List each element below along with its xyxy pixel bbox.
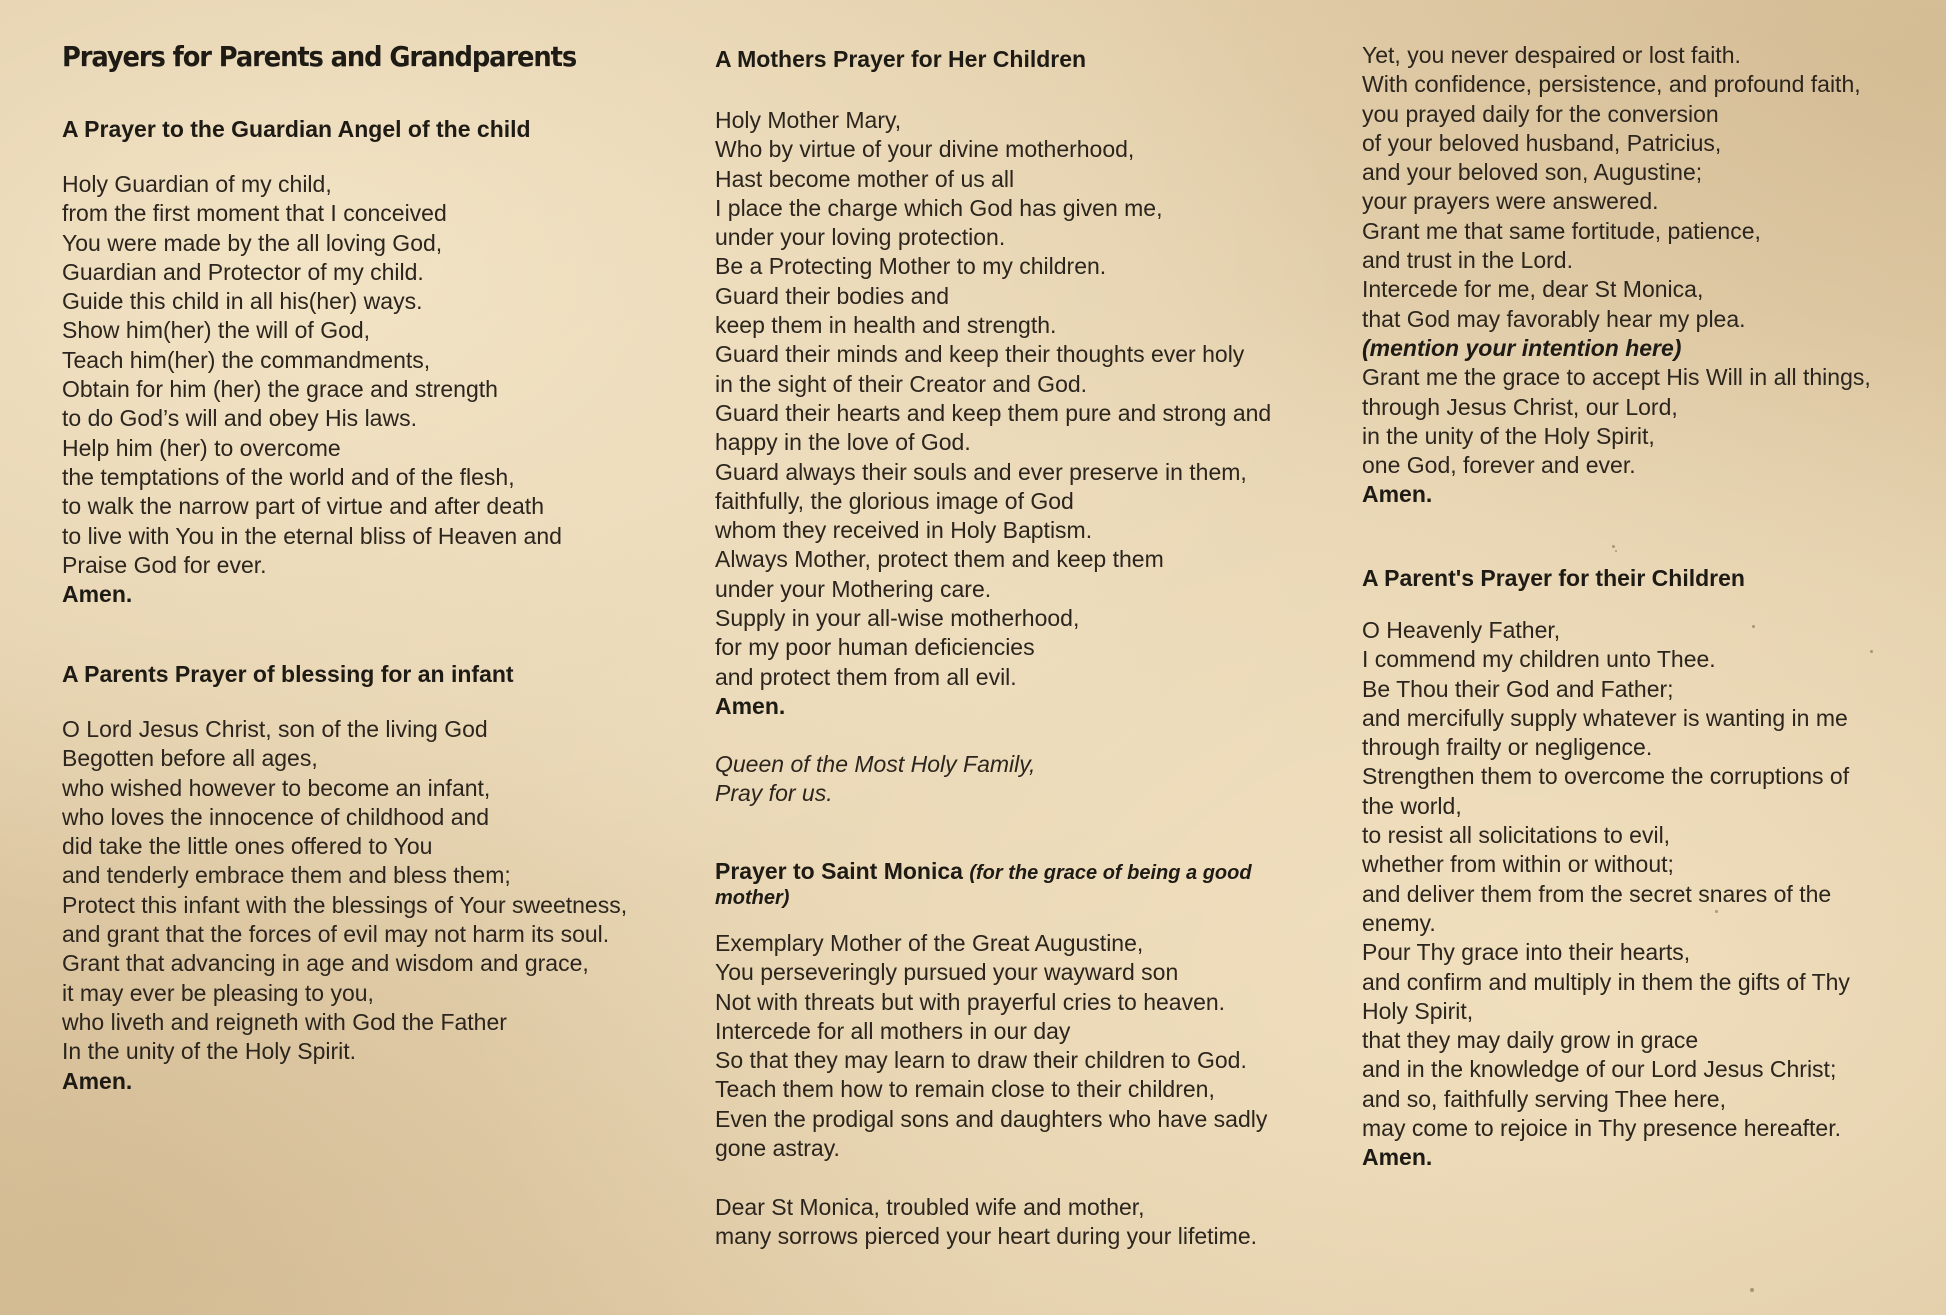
prayer-line: Hast become mother of us all: [715, 165, 1015, 192]
prayer-line: I place the charge which God has given me,: [715, 194, 1163, 221]
prayer-line: Strengthen them to overcome the corruptions of: [1362, 763, 1850, 790]
prayer-line: your prayers were answered.: [1362, 188, 1659, 215]
closing-line: Pray for us.: [715, 780, 833, 807]
prayer-line: Help him (her) to overcome: [62, 434, 341, 461]
prayer-line: You were made by the all loving God,: [62, 229, 443, 256]
prayer-line: and so, faithfully serving Thee here,: [1362, 1085, 1726, 1112]
prayer-line: In the unity of the Holy Spirit.: [62, 1038, 357, 1065]
prayer-line: under your Mothering care.: [715, 575, 992, 602]
prayer-line: to resist all solicitations to evil,: [1362, 822, 1671, 849]
prayer-line: Who by virtue of your divine motherhood,: [715, 136, 1135, 163]
parent-prayer-body: [1362, 616, 1850, 1173]
prayer-line: Guardian and Protector of my child.: [62, 258, 424, 285]
prayer-line: Always Mother, protect them and keep them: [715, 546, 1164, 573]
prayer-line: did take the little ones offered to You: [62, 833, 433, 860]
intention-note: (mention your intention here): [1362, 334, 1682, 361]
page-title: Prayers for Parents and Grandparents: [62, 40, 577, 73]
prayer-line: and trust in the Lord.: [1362, 247, 1573, 274]
prayer-line: Dear St Monica, troubled wife and mother,: [715, 1194, 1145, 1220]
prayer-line: Praise God for ever.: [62, 551, 267, 578]
amen: Amen.: [62, 1067, 133, 1094]
monica-title-text: Prayer to Saint Monica: [715, 858, 963, 884]
prayer-line: happy in the love of God.: [715, 429, 971, 456]
prayer-line: and protect them from all evil.: [715, 663, 1017, 690]
prayer-line: O Lord Jesus Christ, son of the living God: [62, 716, 488, 742]
prayer-line: Intercede for me, dear St Monica,: [1362, 276, 1704, 303]
prayer-line: enemy.: [1362, 909, 1436, 936]
prayer-line: whom they received in Holy Baptism.: [715, 517, 1093, 544]
prayer-line: the temptations of the world and of the flesh,: [62, 463, 515, 490]
prayer-line: it may ever be pleasing to you,: [62, 979, 374, 1006]
prayer-line: Protect this infant with the blessings of Your sweetness,: [62, 891, 628, 918]
parent-prayer-title: A Parent's Prayer for their Children: [1362, 565, 1745, 591]
prayer-line: Guard their bodies and: [715, 282, 949, 309]
amen: Amen.: [1362, 1144, 1433, 1171]
prayer-line: who loves the innocence of childhood and: [62, 803, 490, 830]
mothers-prayer-title: A Mothers Prayer for Her Children: [715, 46, 1087, 72]
prayer-line: of your beloved husband, Patricius,: [1362, 129, 1722, 156]
prayer-line: and mercifully supply whatever is wanting in me: [1362, 704, 1848, 731]
prayer-line: Guide this child in all his(her) ways.: [62, 288, 423, 315]
prayer-line: Grant me the grace to accept His Will in all things,: [1362, 364, 1871, 391]
prayer-line: Guard their hearts and keep them pure and strong and: [715, 399, 1272, 426]
prayer-line: Exemplary Mother of the Great Augustine,: [715, 930, 1144, 956]
paper-speck: [1615, 550, 1617, 552]
prayer-line: So that they may learn to draw their children to God.: [715, 1047, 1247, 1074]
prayer-line: Intercede for all mothers in our day: [715, 1017, 1071, 1044]
prayer-line: With confidence, persistence, and profound faith,: [1362, 71, 1861, 98]
prayer-line: under your loving protection.: [715, 224, 1006, 251]
prayer-line: Holy Spirit,: [1362, 997, 1474, 1024]
prayer-line: you prayed daily for the conversion: [1362, 100, 1719, 127]
amen: Amen.: [62, 581, 133, 608]
mothers-prayer-body: [715, 106, 1271, 721]
guardian-prayer-body: [62, 170, 562, 609]
paper-speck: [1870, 650, 1873, 653]
guardian-prayer-title: A Prayer to the Guardian Angel of the child: [62, 116, 531, 142]
prayer-line: may come to rejoice in Thy presence hereafter.: [1362, 1115, 1841, 1142]
prayer-line: in the sight of their Creator and God.: [715, 370, 1088, 397]
prayer-line: Obtain for him (her) the grace and strength: [62, 376, 498, 403]
prayer-line: Grant me that same fortitude, patience,: [1362, 217, 1761, 244]
prayer-line: You perseveringly pursued your wayward son: [715, 959, 1179, 986]
prayer-line: Teach him(her) the commandments,: [62, 346, 431, 373]
prayer-line: who liveth and reigneth with God the Father: [62, 1008, 507, 1035]
prayer-line: Supply in your all-wise motherhood,: [715, 605, 1080, 632]
prayer-line: Guard always their souls and ever preserve in them,: [715, 458, 1247, 485]
prayer-line: Teach them how to remain close to their children,: [715, 1076, 1215, 1103]
prayer-line: and tenderly embrace them and bless them;: [62, 862, 511, 889]
amen: Amen.: [1362, 481, 1433, 508]
prayer-line: Grant that advancing in age and wisdom and grace,: [62, 950, 589, 977]
prayer-line: gone astray.: [715, 1135, 840, 1162]
monica-prayer-title: [715, 860, 1305, 910]
monica-subtitle: (for the grace of being a good mother): [715, 862, 1252, 909]
prayer-line: Pour Thy grace into their hearts,: [1362, 939, 1691, 966]
prayer-line: Holy Guardian of my child,: [62, 171, 332, 197]
prayer-line: from the first moment that I conceived: [62, 200, 447, 227]
monica-prayer-body: [715, 929, 1267, 1163]
prayer-line: many sorrows pierced your heart during your lifetime.: [715, 1223, 1258, 1250]
prayer-line: Not with threats but with prayerful cries to heaven.: [715, 988, 1226, 1015]
prayer-line: Even the prodigal sons and daughters who have sadly: [715, 1105, 1268, 1132]
prayer-line: through frailty or negligence.: [1362, 734, 1653, 761]
prayer-line: Be a Protecting Mother to my children.: [715, 253, 1107, 280]
prayer-line: to do God’s will and obey His laws.: [62, 405, 417, 432]
closing-line: Queen of the Most Holy Family,: [715, 751, 1036, 777]
paper-speck: [1612, 545, 1615, 548]
prayer-line: and deliver them from the secret snares of the: [1362, 880, 1832, 907]
prayer-line: who wished however to become an infant,: [62, 774, 491, 801]
prayer-line: to walk the narrow part of virtue and after death: [62, 493, 544, 520]
prayer-line: that they may daily grow in grace: [1362, 1027, 1699, 1054]
prayer-line: Guard their minds and keep their thoughts ever holy: [715, 341, 1245, 368]
prayer-line: Be Thou their God and Father;: [1362, 675, 1674, 702]
monica-prayer-continued: [1362, 41, 1871, 510]
prayer-line: the world,: [1362, 792, 1462, 819]
prayer-line: and your beloved son, Augustine;: [1362, 159, 1703, 186]
prayer-line: I commend my children unto Thee.: [1362, 646, 1716, 673]
amen: Amen.: [715, 692, 786, 719]
prayer-line: Yet, you never despaired or lost faith.: [1362, 42, 1741, 68]
prayer-line: Show him(her) the will of God,: [62, 317, 371, 344]
prayer-line: and grant that the forces of evil may not harm its soul.: [62, 921, 610, 948]
prayer-line: and confirm and multiply in them the gifts of Thy: [1362, 968, 1850, 995]
prayer-line: O Heavenly Father,: [1362, 617, 1561, 643]
monica-prayer-body-2: [715, 1193, 1257, 1252]
prayer-line: whether from within or without;: [1362, 851, 1674, 878]
prayer-line: that God may favorably hear my plea.: [1362, 305, 1746, 332]
mothers-prayer-closing: [715, 750, 1035, 809]
infant-prayer-body: [62, 715, 627, 1096]
prayer-line: Begotten before all ages,: [62, 745, 318, 772]
prayer-line: in the unity of the Holy Spirit,: [1362, 422, 1655, 449]
prayer-line: through Jesus Christ, our Lord,: [1362, 393, 1678, 420]
paper-speck: [1750, 1288, 1754, 1292]
prayer-line: keep them in health and strength.: [715, 312, 1057, 339]
prayer-line: faithfully, the glorious image of God: [715, 487, 1074, 514]
prayer-line: for my poor human deficiencies: [715, 634, 1035, 661]
prayer-line: one God, forever and ever.: [1362, 452, 1636, 479]
prayer-line: to live with You in the eternal bliss of Heaven and: [62, 522, 562, 549]
prayer-line: Holy Mother Mary,: [715, 107, 902, 133]
prayer-line: and in the knowledge of our Lord Jesus Christ;: [1362, 1056, 1837, 1083]
infant-prayer-title: A Parents Prayer of blessing for an infant: [62, 661, 514, 687]
